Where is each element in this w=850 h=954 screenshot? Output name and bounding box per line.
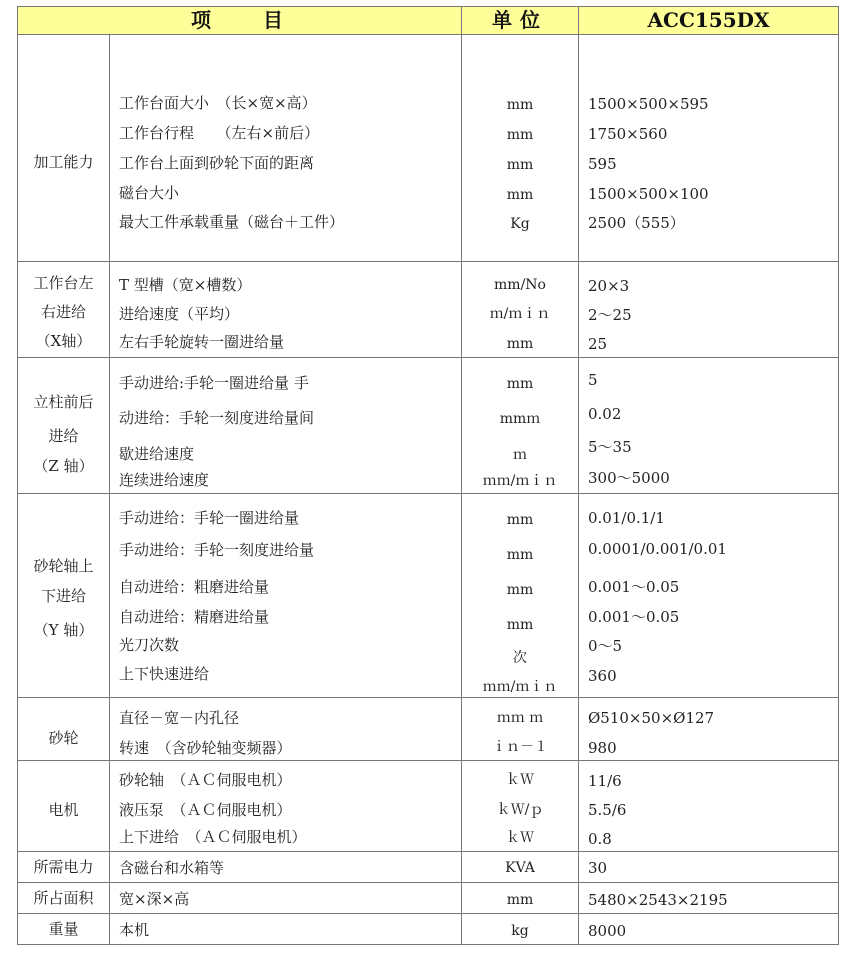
spec-label: 宽×深×高 xyxy=(119,890,190,908)
spec-value: 5480×2543×2195 xyxy=(588,891,728,909)
spec-unit: mm xyxy=(506,97,534,113)
spec-label: 动进给：手轮一刻度进给量间 xyxy=(119,409,315,427)
spec-label: 工作台面大小 （长×宽×高） xyxy=(119,94,317,112)
spec-label: 连续进给速度 xyxy=(119,471,210,489)
spec-unit: ｉｎ－１ xyxy=(492,739,548,755)
spec-unit: mm xyxy=(506,547,534,563)
category-grinding-wheel: 砂轮 xyxy=(48,729,79,747)
row-divider xyxy=(17,882,839,883)
spec-value: 0.001～0.05 xyxy=(588,578,680,596)
spec-unit: mm xyxy=(506,376,534,392)
header-item-label: 项 目 xyxy=(191,8,287,32)
spec-value: 1750×560 xyxy=(588,125,668,143)
column-divider xyxy=(578,6,579,944)
spec-value: 11/6 xyxy=(588,772,622,790)
spec-unit: ｍ xyxy=(513,447,527,463)
row-divider xyxy=(17,34,839,35)
spec-label: 自动进给：粗磨进给量 xyxy=(119,578,270,596)
spec-unit: mmｍ xyxy=(499,411,541,427)
row-divider xyxy=(17,357,839,358)
category-power-required: 所需电力 xyxy=(33,858,94,876)
spec-label: 最大工件承载重量（磁台＋工件） xyxy=(119,213,345,231)
spec-value: 0.02 xyxy=(588,405,622,423)
spec-value: 30 xyxy=(588,859,608,877)
spec-value: 300～5000 xyxy=(588,469,670,487)
spec-value: 20×3 xyxy=(588,277,630,295)
spec-label: T 型槽（宽×槽数） xyxy=(119,276,252,294)
category-y-axis-line2: 下进给 xyxy=(40,587,86,605)
category-motor: 电机 xyxy=(48,801,79,819)
spec-value: 2500（555） xyxy=(588,214,685,232)
spec-value: 5 xyxy=(588,371,598,389)
spec-value: 0.001～0.05 xyxy=(588,608,680,626)
spec-label: 磁台大小 xyxy=(119,184,180,202)
category-z-axis-line2: 进给 xyxy=(48,427,79,445)
column-divider xyxy=(109,34,110,944)
spec-value: 25 xyxy=(588,335,608,353)
spec-unit: 次 xyxy=(513,650,527,666)
spec-unit: kg xyxy=(511,923,529,939)
category-weight: 重量 xyxy=(48,920,79,938)
category-footprint: 所占面积 xyxy=(33,889,94,907)
row-divider xyxy=(17,944,839,945)
spec-unit: mm xyxy=(506,892,534,908)
spec-label: 本机 xyxy=(119,921,150,939)
category-x-axis-line1: 工作台左 xyxy=(33,274,94,292)
row-divider xyxy=(17,493,839,494)
spec-label: 自动进给：精磨进给量 xyxy=(119,608,270,626)
spec-unit: mm xyxy=(506,127,534,143)
spec-label: 工作台行程 （左右×前后） xyxy=(119,124,320,142)
spec-unit: KVA xyxy=(505,860,535,876)
spec-label: 液压泵 （ＡＣ伺服电机） xyxy=(119,801,292,819)
row-divider xyxy=(17,760,839,761)
spec-label: 左右手轮旋转一圈进给量 xyxy=(119,333,285,351)
header-unit-label: 单位 xyxy=(492,8,548,32)
spec-value: Ø510×50×Ø127 xyxy=(588,709,715,727)
spec-label: 工作台上面到砂轮下面的距离 xyxy=(119,154,315,172)
spec-value: 1500×500×100 xyxy=(588,185,709,203)
spec-unit: ｋＷ/ｐ xyxy=(496,802,544,818)
spec-unit: ｍｍ/ｍｉｎ xyxy=(482,679,558,695)
header-model-label: ACC155DX xyxy=(647,8,770,32)
spec-value: 0.8 xyxy=(588,830,612,848)
spec-value: 980 xyxy=(588,739,617,757)
spec-value: 0～5 xyxy=(588,637,623,655)
spec-value: 360 xyxy=(588,667,617,685)
spec-label: 上下快速进给 xyxy=(119,665,210,683)
row-divider xyxy=(17,261,839,262)
spec-unit: mm xyxy=(506,512,534,528)
spec-unit: ｋＷ xyxy=(506,830,534,846)
spec-unit: ｍ/ｍｉｎ xyxy=(489,306,551,322)
spec-label: 光刀次数 xyxy=(119,636,180,654)
spec-label: 手动进给：手轮一刻度进给量 xyxy=(119,541,315,559)
row-divider xyxy=(17,697,839,698)
spec-unit: mm xyxy=(506,617,534,633)
spec-value: 5～35 xyxy=(588,438,632,456)
category-x-axis-line2: 右进给 xyxy=(40,303,86,321)
spec-value: 5.5/6 xyxy=(588,801,627,819)
spec-unit: mm xyxy=(506,157,534,173)
spec-value: 595 xyxy=(588,155,617,173)
category-y-axis-line3: （Y 轴） xyxy=(33,621,94,639)
category-z-axis-line1: 立柱前后 xyxy=(33,393,94,411)
column-divider xyxy=(838,6,839,945)
spec-unit: ｋＷ xyxy=(506,772,534,788)
spec-value: 1500×500×595 xyxy=(588,95,709,113)
spec-unit: Kg xyxy=(510,216,530,232)
category-processing-capacity: 加工能力 xyxy=(33,153,94,171)
spec-unit: ｍｍ/ｍｉｎ xyxy=(482,473,558,489)
spec-label: 转速 （含砂轮轴变频器） xyxy=(119,739,292,757)
row-divider xyxy=(17,913,839,914)
spec-unit: mm/No xyxy=(494,277,546,293)
spec-label: 手动进给:手轮一圈进给量 手 xyxy=(119,374,309,392)
spec-unit: mm xyxy=(506,582,534,598)
spec-label: 手动进给：手轮一圈进给量 xyxy=(119,509,300,527)
spec-unit: mm xyxy=(506,187,534,203)
category-y-axis-line1: 砂轮轴上 xyxy=(33,557,94,575)
row-divider xyxy=(17,851,839,852)
spec-label: 直径－宽－内孔径 xyxy=(119,709,240,727)
spec-unit: mm xyxy=(506,336,534,352)
spec-label: 上下进给 （ＡＣ伺服电机） xyxy=(119,828,307,846)
spec-label: 砂轮轴 （ＡＣ伺服电机） xyxy=(119,771,292,789)
spec-label: 歇进给速度 xyxy=(119,445,195,463)
spec-label: 含磁台和水箱等 xyxy=(119,859,225,877)
spec-value: 2～25 xyxy=(588,306,632,324)
spec-label: 进给速度（平均） xyxy=(119,305,240,323)
spec-value: 0.0001/0.001/0.01 xyxy=(588,540,727,558)
spec-unit: ｍｍ ｍ xyxy=(496,710,544,726)
category-x-axis-line3: （X轴） xyxy=(35,332,92,350)
spec-value: 8000 xyxy=(588,922,627,940)
category-z-axis-line3: （Z 轴） xyxy=(33,457,94,475)
spec-value: 0.01/0.1/1 xyxy=(588,509,665,527)
